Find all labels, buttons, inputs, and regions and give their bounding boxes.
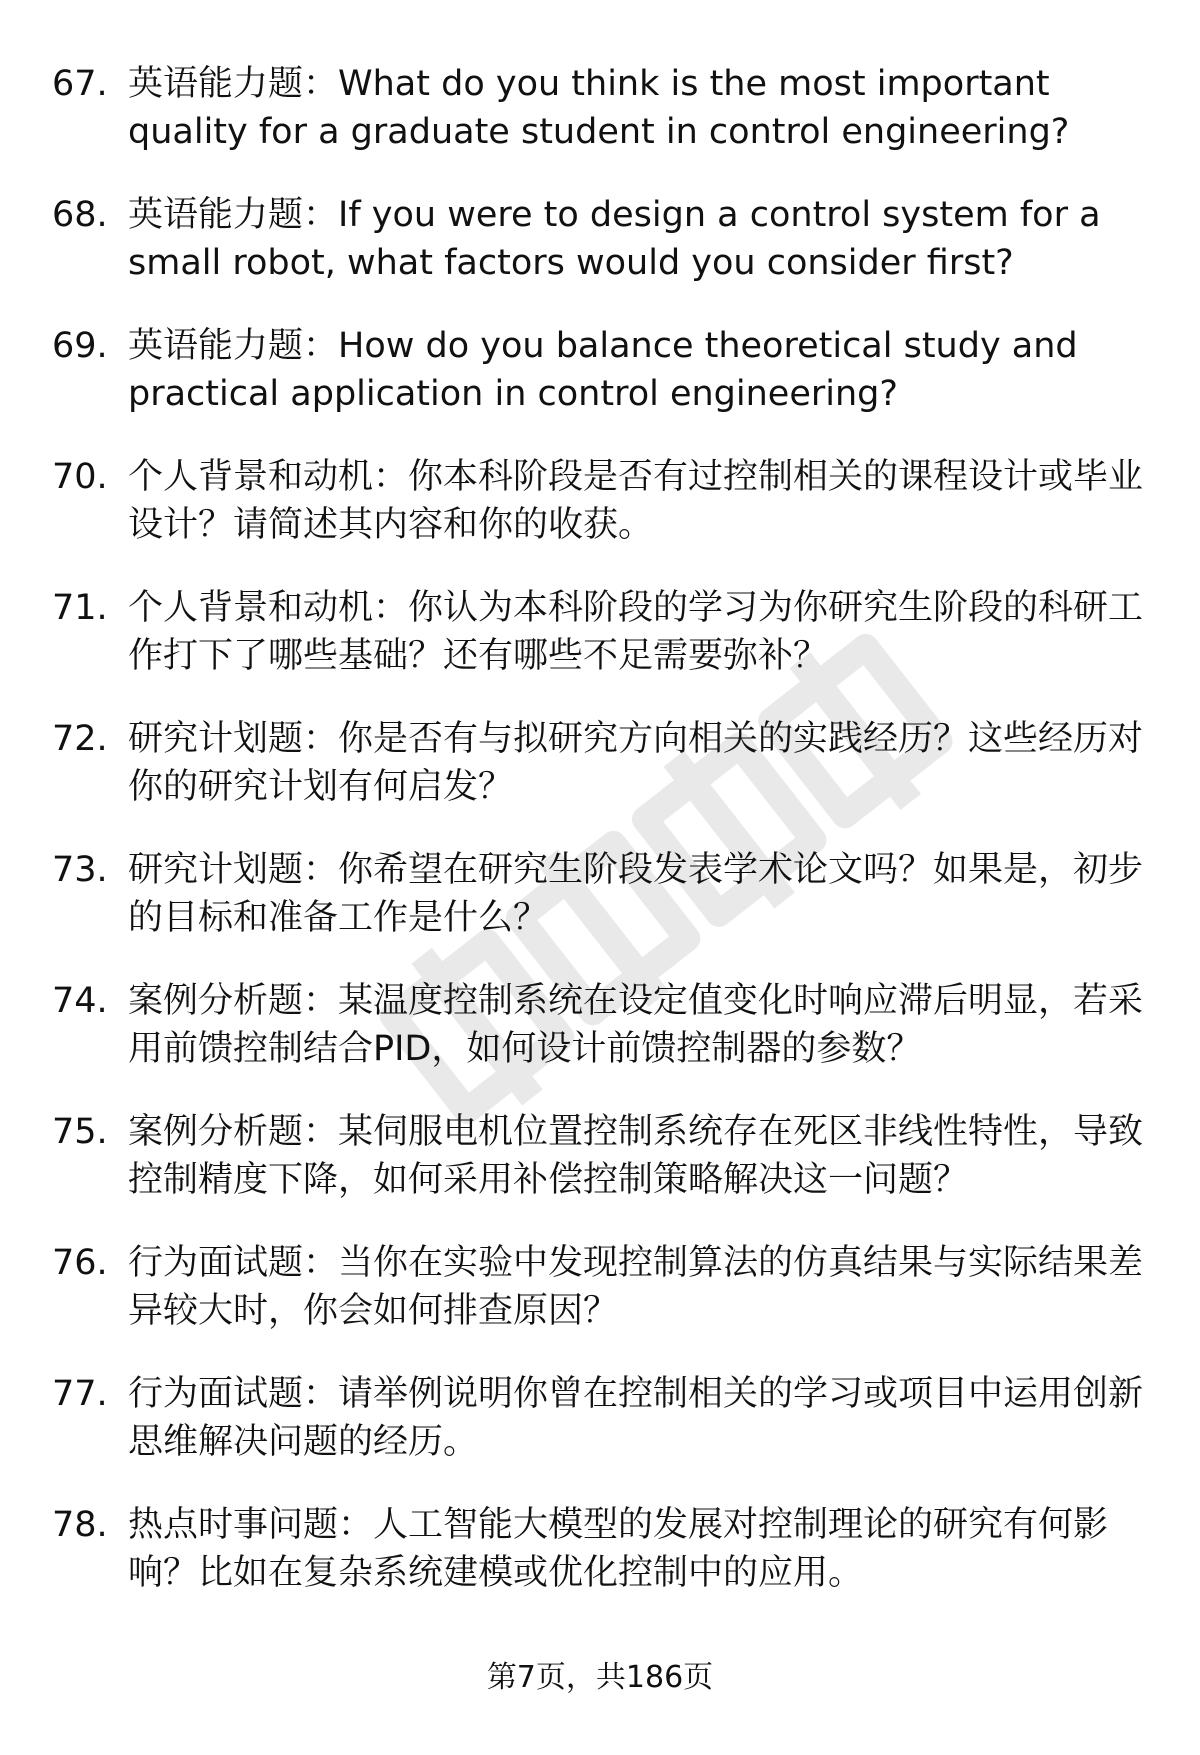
question-number: 71. bbox=[52, 588, 108, 628]
question-text: 某伺服电机位置控制系统存在死区非线性特性，导致控制精度下降，如何采用补偿控制策略解决这一问题？ bbox=[128, 1112, 1144, 1200]
question-item bbox=[52, 715, 1152, 811]
question-item bbox=[52, 977, 1152, 1073]
question-text: What do you think is the most important quality for a graduate student in control engineering? bbox=[128, 64, 1070, 152]
question-number: 73. bbox=[52, 850, 108, 890]
question-number: 70. bbox=[52, 457, 108, 497]
question-body bbox=[128, 846, 1152, 942]
question-text: 某温度控制系统在设定值变化时响应滞后明显，若采用前馈控制结合PID，如何设计前馈控制器的参数？ bbox=[128, 981, 1144, 1069]
question-text: 你本科阶段是否有过控制相关的课程设计或毕业设计？请简述其内容和你的收获。 bbox=[128, 457, 1144, 545]
question-category: 案例分析题： bbox=[128, 1112, 339, 1152]
question-category: 研究计划题： bbox=[128, 850, 339, 890]
question-body bbox=[128, 1501, 1152, 1597]
page-number-label: 第7页，共186页 bbox=[486, 1660, 714, 1695]
question-number: 67. bbox=[52, 64, 108, 104]
question-item bbox=[52, 191, 1152, 287]
question-text: How do you balance theoretical study and practical application in control engineering? bbox=[128, 326, 1078, 414]
question-number: 75. bbox=[52, 1112, 108, 1152]
question-body bbox=[128, 1108, 1152, 1204]
question-category: 英语能力题： bbox=[128, 64, 339, 104]
question-body bbox=[128, 60, 1152, 156]
page-footer bbox=[0, 1658, 1200, 1698]
question-category: 英语能力题： bbox=[128, 195, 339, 235]
question-category: 案例分析题： bbox=[128, 981, 339, 1021]
question-body bbox=[128, 977, 1152, 1073]
question-item bbox=[52, 322, 1152, 418]
question-category: 英语能力题： bbox=[128, 326, 339, 366]
question-item bbox=[52, 846, 1152, 942]
question-text: 请举例说明你曾在控制相关的学习或项目中运用创新思维解决问题的经历。 bbox=[128, 1374, 1144, 1462]
question-body bbox=[128, 715, 1152, 811]
question-item bbox=[52, 60, 1152, 156]
question-item bbox=[52, 453, 1152, 549]
question-body bbox=[128, 453, 1152, 549]
question-list bbox=[52, 60, 1152, 1632]
question-category: 行为面试题： bbox=[128, 1243, 339, 1283]
question-body bbox=[128, 1239, 1152, 1335]
question-text: 当你在实验中发现控制算法的仿真结果与实际结果差异较大时，你会如何排查原因？ bbox=[128, 1243, 1144, 1331]
question-item bbox=[52, 1501, 1152, 1597]
question-number: 77. bbox=[52, 1374, 108, 1414]
question-number: 69. bbox=[52, 326, 108, 366]
question-item bbox=[52, 1108, 1152, 1204]
question-item bbox=[52, 1239, 1152, 1335]
question-category: 行为面试题： bbox=[128, 1374, 339, 1414]
question-body bbox=[128, 1370, 1152, 1466]
question-text: 你希望在研究生阶段发表学术论文吗？如果是，初步的目标和准备工作是什么？ bbox=[128, 850, 1144, 938]
question-category: 个人背景和动机： bbox=[128, 457, 409, 497]
question-category: 热点时事问题： bbox=[128, 1505, 374, 1545]
question-body bbox=[128, 584, 1152, 680]
question-number: 74. bbox=[52, 981, 108, 1021]
question-text: If you were to design a control system for a small robot, what factors would you consider first? bbox=[128, 195, 1101, 283]
question-body bbox=[128, 322, 1152, 418]
question-text: 你认为本科阶段的学习为你研究生阶段的科研工作打下了哪些基础？还有哪些不足需要弥补？ bbox=[128, 588, 1144, 676]
question-body bbox=[128, 191, 1152, 287]
question-number: 78. bbox=[52, 1505, 108, 1545]
question-item bbox=[52, 1370, 1152, 1466]
question-number: 72. bbox=[52, 719, 108, 759]
question-category: 研究计划题： bbox=[128, 719, 339, 759]
question-text: 人工智能大模型的发展对控制理论的研究有何影响？比如在复杂系统建模或优化控制中的应用。 bbox=[128, 1505, 1109, 1593]
question-number: 68. bbox=[52, 195, 108, 235]
question-number: 76. bbox=[52, 1243, 108, 1283]
question-category: 个人背景和动机： bbox=[128, 588, 409, 628]
question-text: 你是否有与拟研究方向相关的实践经历？这些经历对你的研究计划有何启发？ bbox=[128, 719, 1144, 807]
question-item bbox=[52, 584, 1152, 680]
